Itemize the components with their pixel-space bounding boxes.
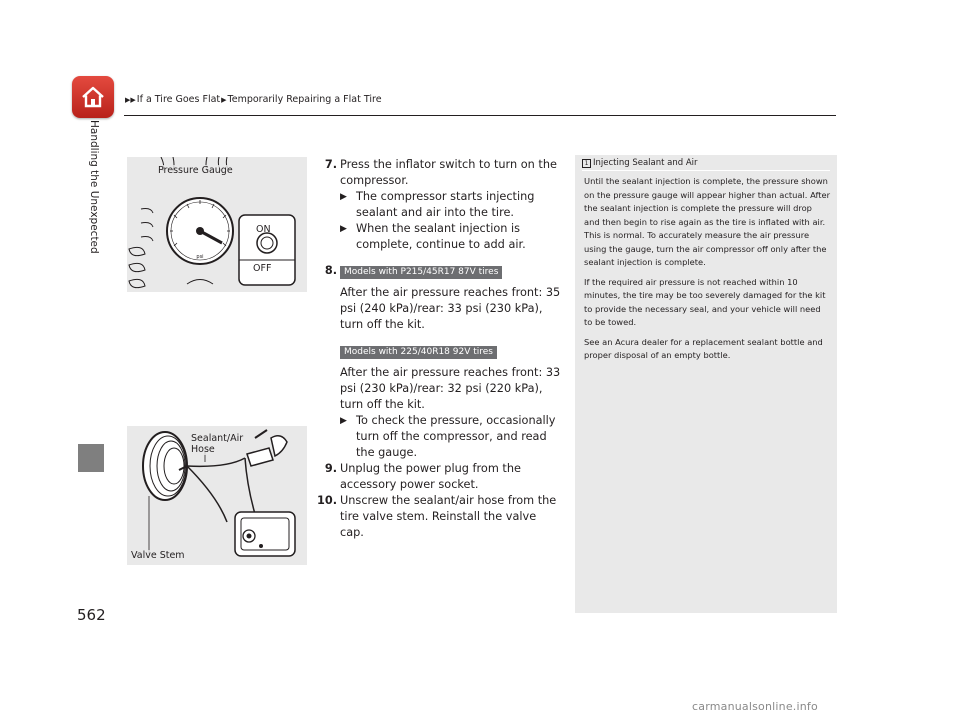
chevron-right-icon: ▶▶ (125, 96, 136, 104)
note-paragraph: See an Acura dealer for a replacement sealant bottle and proper disposal of an empty bottle. (584, 336, 823, 360)
step-text: After the air pressure reaches front: 33 psi (230 kPa)/rear: 32 psi (220 kPa), turn off the kit. (340, 366, 561, 411)
sealant-hose-illustration (127, 426, 307, 565)
result-text: The compressor starts injecting sealant and air into the tire. (356, 190, 535, 219)
result-arrow-icon: ▶ (340, 416, 347, 426)
step-text: Unscrew the sealant/air hose from the tire valve stem. Reinstall the valve cap. (340, 494, 557, 539)
result-bullet (340, 413, 562, 461)
page-number: 562 (77, 606, 106, 624)
hose-label-line1: Sealant/Air (191, 433, 244, 444)
valve-stem-label: Valve Stem (131, 550, 185, 561)
step-text: After the air pressure reaches front: 35 psi (240 kPa)/rear: 33 psi (230 kPa), turn off the kit. (340, 286, 561, 331)
model-tag-225: Models with 225/40R18 92V tires (340, 346, 497, 359)
hose-label-line2: Hose (191, 444, 215, 455)
note-body (584, 175, 830, 369)
step-number: 10. (316, 494, 337, 507)
result-arrow-icon: ▶ (340, 192, 347, 202)
step-number: 9. (324, 462, 337, 475)
pressure-gauge-illustration (127, 157, 307, 292)
step-number: 7. (324, 158, 337, 171)
step-text: Press the inflator switch to turn on the compressor. (340, 158, 557, 187)
note-reference-icon: 1 (582, 159, 591, 168)
note-title (582, 158, 698, 168)
breadcrumb-item-repair[interactable]: Temporarily Repairing a Flat Tire (227, 94, 382, 105)
breadcrumb (124, 94, 382, 105)
result-bullet (340, 221, 562, 253)
instruction-steps (310, 157, 562, 541)
section-tab-marker (78, 444, 104, 472)
watermark: carmanualsonline.info (692, 700, 818, 713)
note-divider (582, 170, 830, 171)
header-divider (124, 115, 836, 116)
result-text: When the sealant injection is complete, continue to add air. (356, 222, 526, 251)
svg-text:psi: psi (196, 254, 204, 260)
breadcrumb-item-flat-tire[interactable]: If a Tire Goes Flat (136, 94, 221, 105)
step-7 (310, 157, 562, 253)
home-icon[interactable] (72, 76, 114, 118)
off-label: OFF (253, 263, 272, 274)
pressure-gauge-label: Pressure Gauge (158, 165, 233, 176)
result-text: To check the pressure, occasionally turn off the compressor, and read the gauge. (356, 414, 556, 459)
note-paragraph: If the required air pressure is not reached within 10 minutes, the tire may be too severely damaged for the kit to provide the necessary seal, and your vehicle will need to be towed. (584, 276, 826, 327)
step-10 (310, 493, 562, 541)
section-side-label: Handling the Unexpected (88, 120, 100, 254)
result-arrow-icon: ▶ (340, 224, 347, 234)
step-9 (310, 461, 562, 493)
on-label: ON (256, 224, 271, 235)
step-8 (310, 263, 562, 461)
chevron-right-icon: ▶ (221, 96, 227, 104)
note-paragraph: Until the sealant injection is complete, the pressure shown on the pressure gauge will appear higher than actual. After the sealant injection is complete the pressure will drop and then begin to rise again as the tire is inflated with air. This is normal. To accurately measure the air pressure using the gauge, turn the air compressor off only after the sealant injection is complete. (584, 176, 830, 267)
step-text: Unplug the power plug from the accessory power socket. (340, 462, 521, 491)
step-number: 8. (324, 264, 337, 277)
model-tag-p215: Models with P215/45R17 87V tires (340, 266, 502, 279)
result-bullet (340, 189, 562, 221)
note-title-text: Injecting Sealant and Air (593, 158, 698, 168)
